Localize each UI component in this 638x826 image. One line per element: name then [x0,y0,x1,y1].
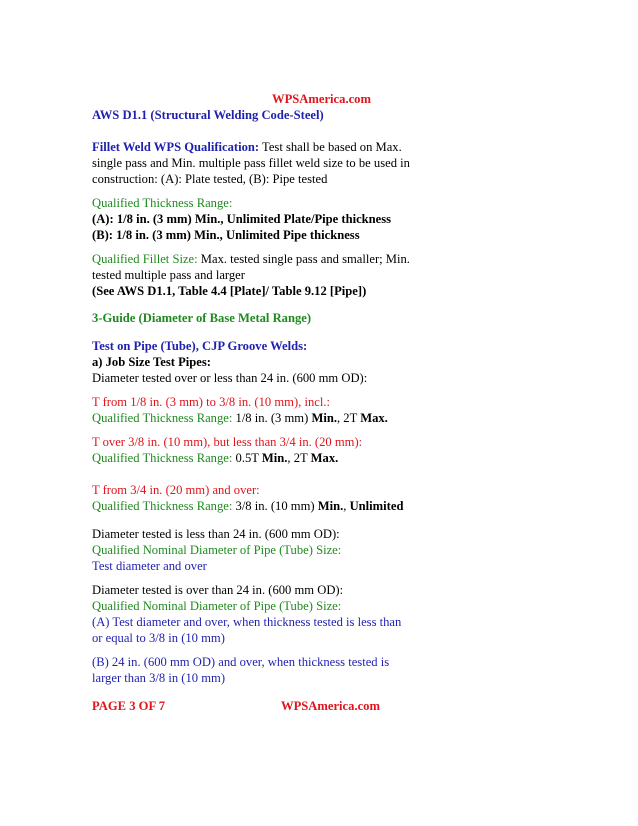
fillet-size-line-1 [92,251,410,267]
range2-line [92,450,338,466]
fillet-text-3: construction: (A): Plate tested, (B): Pipe tested [92,172,328,186]
footer-site: WPSAmerica.com [281,699,380,713]
range1-line [92,410,388,426]
guide-heading: 3-Guide (Diameter of Base Metal Range) [92,311,312,325]
pipe-diameter: Diameter tested over or less than 24 in. (600 mm OD): [92,371,368,385]
pipe-job-size: a) Job Size Test Pipes: [92,355,211,369]
diam-over-b-2: larger than 3/8 in (10 mm) [92,671,226,685]
diam-over-a-2: or equal to 3/8 in (10 mm) [92,631,225,645]
range2-label: Qualified Thickness Range: [92,451,236,465]
diam-over-a-1: (A) Test diameter and over, when thickness tested is less than [92,615,402,629]
thickness-b: (B): 1/8 in. (3 mm) Min., Unlimited Pipe thickness [92,228,360,242]
fillet-text-1: Test shall be based on Max. [259,140,402,154]
range1-label: Qualified Thickness Range: [92,411,236,425]
diam-less-label: Qualified Nominal Diameter of Pipe (Tube) Size: [92,543,342,557]
pipe-heading: Test on Pipe (Tube), CJP Groove Welds: [92,339,308,353]
range1-v2: , 2T [336,411,361,425]
fillet-size-text-2: tested multiple pass and larger [92,268,245,282]
range3-v2: , [343,499,350,513]
range2-min: Min. [261,451,288,465]
fillet-size-text-1: Max. tested single pass and smaller; Min. [197,252,410,266]
diam-over-text: Diameter tested is over than 24 in. (600 mm OD): [92,583,344,597]
footer-page-number: PAGE 3 OF 7 [92,699,166,713]
diam-less-text: Diameter tested is less than 24 in. (600 mm OD): [92,527,340,541]
document-title: AWS D1.1 (Structural Welding Code-Steel) [92,108,324,122]
fillet-line-1 [92,139,402,155]
diam-over-b-1: (B) 24 in. (600 mm OD) and over, when thickness tested is [92,655,390,669]
range3-min: Min. [317,499,344,513]
thickness-a: (A): 1/8 in. (3 mm) Min., Unlimited Plate/Pipe thickness [92,212,392,226]
diam-over-label: Qualified Nominal Diameter of Pipe (Tube) Size: [92,599,342,613]
range3-line [92,498,403,514]
range1-condition: T from 1/8 in. (3 mm) to 3/8 in. (10 mm), incl.: [92,395,330,409]
range3-label: Qualified Thickness Range: [92,499,236,513]
range1-v1: 1/8 in. (3 mm) [235,411,312,425]
range3-condition: T from 3/4 in. (20 mm) and over: [92,483,260,497]
range1-min: Min. [311,411,337,425]
fillet-label: Fillet Weld WPS Qualification: [92,140,260,154]
range3-v1: 3/8 in. (10 mm) [235,499,318,513]
range3-max: Unlimited [349,499,404,513]
range2-condition: T over 3/8 in. (10 mm), but less than 3/4 in. (20 mm): [92,435,363,449]
range2-v2: , 2T [287,451,311,465]
fillet-size-label: Qualified Fillet Size: [92,252,198,266]
header-site: WPSAmerica.com [272,92,371,106]
fillet-size-ref: (See AWS D1.1, Table 4.4 [Plate]/ Table 9.12 [Pipe]) [92,284,367,298]
range1-max: Max. [360,411,388,425]
range2-v1: 0.5T [235,451,262,465]
diam-less-value: Test diameter and over [92,559,207,573]
thickness-label: Qualified Thickness Range: [92,196,233,210]
range2-max: Max. [310,451,339,465]
fillet-text-2: single pass and Min. multiple pass fillet weld size to be used in [92,156,410,170]
